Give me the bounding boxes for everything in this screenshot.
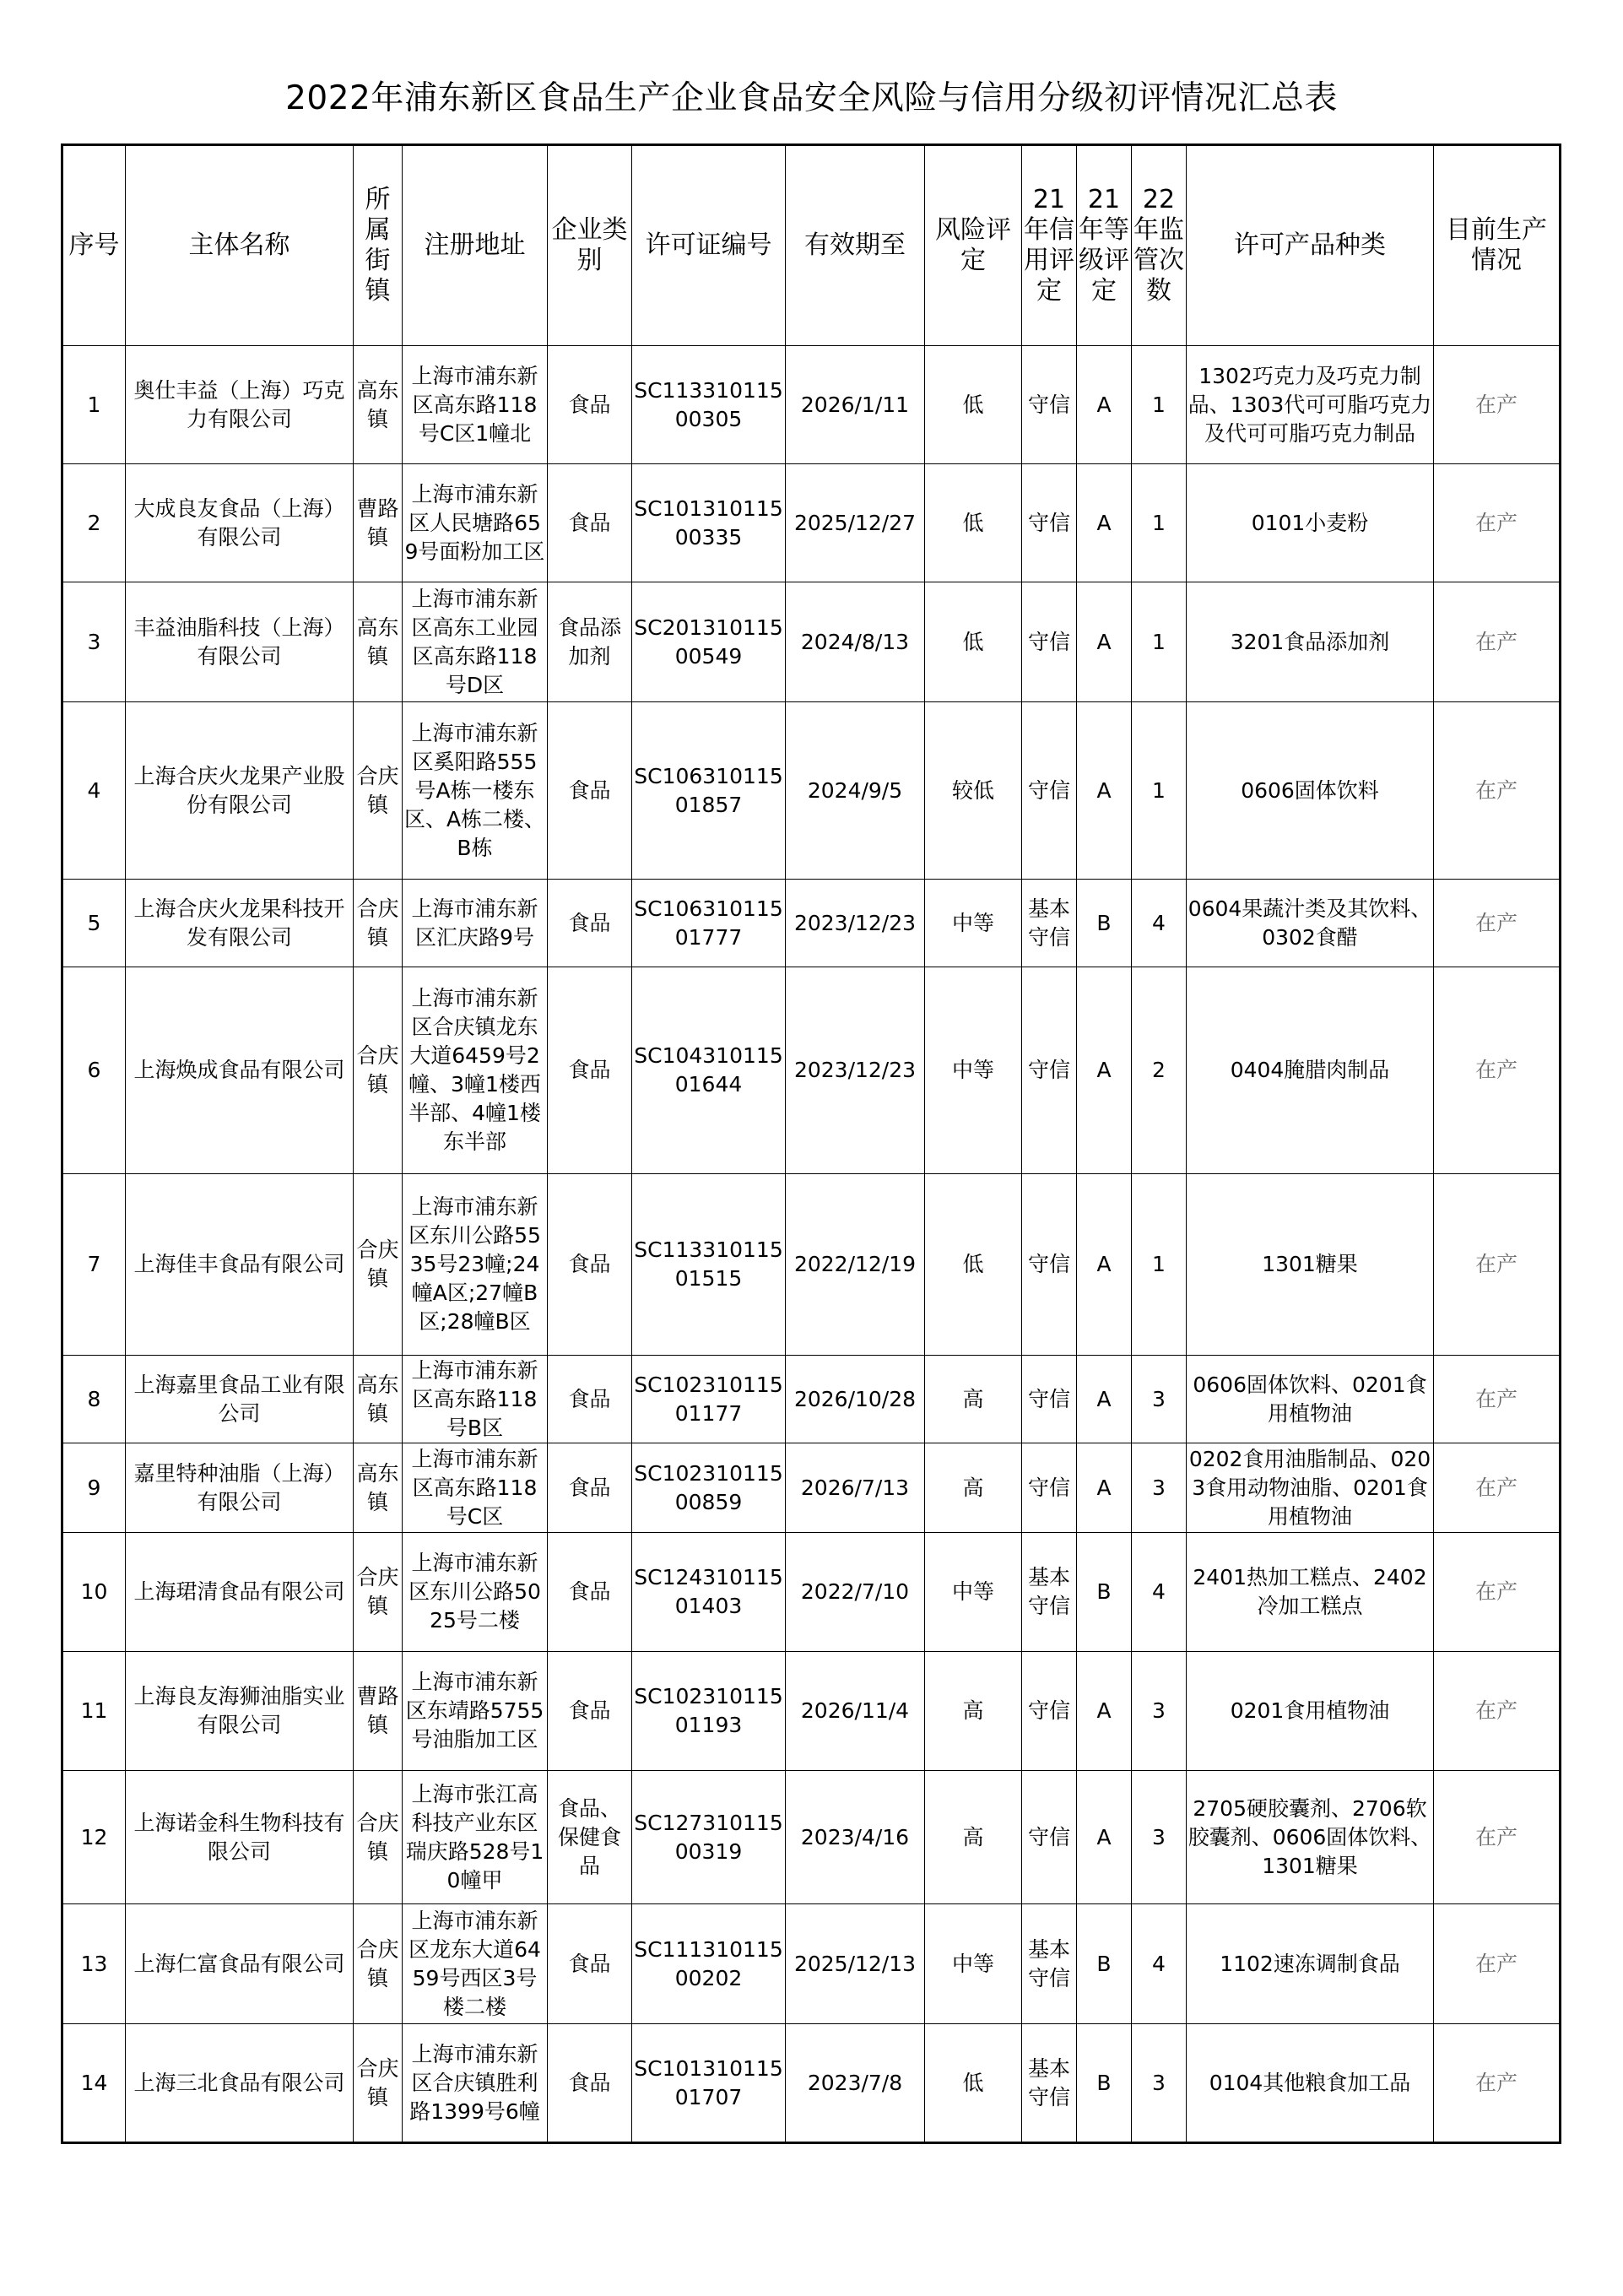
header-grade: 21年等级评定 <box>1077 145 1132 346</box>
cell-name: 丰益油脂科技（上海）有限公司 <box>126 582 354 702</box>
cell-category: 食品 <box>548 1904 632 2024</box>
cell-index: 8 <box>62 1356 126 1443</box>
cell-inspections: 1 <box>1132 346 1187 464</box>
header-credit: 21年信用评定 <box>1022 145 1077 346</box>
cell-products: 0606固体饮料、0201食用植物油 <box>1187 1356 1434 1443</box>
cell-index: 3 <box>62 582 126 702</box>
cell-grade: A <box>1077 1652 1132 1771</box>
cell-credit: 基本守信 <box>1022 880 1077 967</box>
cell-status: 在产 <box>1434 1533 1561 1652</box>
header-status: 目前生产情况 <box>1434 145 1561 346</box>
cell-town: 曹路镇 <box>354 1652 403 1771</box>
cell-name: 大成良友食品（上海）有限公司 <box>126 464 354 582</box>
cell-risk: 中等 <box>925 1904 1022 2024</box>
cell-valid-until: 2026/7/13 <box>786 1443 925 1533</box>
header-index: 序号 <box>62 145 126 346</box>
cell-index: 4 <box>62 702 126 880</box>
table-row <box>62 1174 1561 1356</box>
cell-inspections: 1 <box>1132 702 1187 880</box>
cell-address: 上海市浦东新区东靖路5755号油脂加工区 <box>403 1652 548 1771</box>
cell-valid-until: 2022/12/19 <box>786 1174 925 1356</box>
cell-inspections: 3 <box>1132 2024 1187 2143</box>
cell-address: 上海市浦东新区高东路118号C区 <box>403 1443 548 1533</box>
cell-name: 上海良友海狮油脂实业有限公司 <box>126 1652 354 1771</box>
cell-license: SC10431011501644 <box>632 967 786 1174</box>
cell-products: 3201食品添加剂 <box>1187 582 1434 702</box>
header-risk: 风险评定 <box>925 145 1022 346</box>
cell-category: 食品 <box>548 702 632 880</box>
cell-name: 上海焕成食品有限公司 <box>126 967 354 1174</box>
cell-valid-until: 2023/12/23 <box>786 880 925 967</box>
header-valid-until: 有效期至 <box>786 145 925 346</box>
cell-town: 合庆镇 <box>354 967 403 1174</box>
cell-products: 0101小麦粉 <box>1187 464 1434 582</box>
cell-valid-until: 2026/10/28 <box>786 1356 925 1443</box>
cell-products: 0606固体饮料 <box>1187 702 1434 880</box>
cell-address: 上海市浦东新区奚阳路555号A栋一楼东区、A栋二楼、B栋 <box>403 702 548 880</box>
table-row <box>62 1443 1561 1533</box>
cell-name: 上海三北食品有限公司 <box>126 2024 354 2143</box>
cell-status: 在产 <box>1434 346 1561 464</box>
table-row <box>62 346 1561 464</box>
cell-inspections: 1 <box>1132 582 1187 702</box>
cell-license: SC11131011500202 <box>632 1904 786 2024</box>
cell-risk: 高 <box>925 1443 1022 1533</box>
cell-valid-until: 2023/12/23 <box>786 967 925 1174</box>
cell-valid-until: 2026/1/11 <box>786 346 925 464</box>
cell-products: 1102速冻调制食品 <box>1187 1904 1434 2024</box>
header-name: 主体名称 <box>126 145 354 346</box>
cell-license: SC10231011501193 <box>632 1652 786 1771</box>
header-license: 许可证编号 <box>632 145 786 346</box>
cell-status: 在产 <box>1434 1174 1561 1356</box>
cell-valid-until: 2023/7/8 <box>786 2024 925 2143</box>
cell-credit: 守信 <box>1022 1356 1077 1443</box>
cell-credit: 基本守信 <box>1022 1533 1077 1652</box>
cell-index: 10 <box>62 1533 126 1652</box>
cell-credit: 守信 <box>1022 1443 1077 1533</box>
cell-grade: B <box>1077 880 1132 967</box>
cell-category: 食品 <box>548 1443 632 1533</box>
cell-credit: 守信 <box>1022 346 1077 464</box>
cell-products: 0404腌腊肉制品 <box>1187 967 1434 1174</box>
header-row <box>62 145 1561 346</box>
cell-grade: A <box>1077 582 1132 702</box>
cell-products: 1302巧克力及巧克力制品、1303代可可脂巧克力及代可可脂巧克力制品 <box>1187 346 1434 464</box>
cell-valid-until: 2026/11/4 <box>786 1652 925 1771</box>
cell-risk: 高 <box>925 1652 1022 1771</box>
table-row <box>62 582 1561 702</box>
cell-town: 合庆镇 <box>354 2024 403 2143</box>
cell-town: 高东镇 <box>354 346 403 464</box>
cell-grade: A <box>1077 702 1132 880</box>
cell-license: SC11331011500305 <box>632 346 786 464</box>
cell-category: 食品 <box>548 346 632 464</box>
cell-inspections: 3 <box>1132 1356 1187 1443</box>
cell-index: 9 <box>62 1443 126 1533</box>
table-row <box>62 2024 1561 2143</box>
cell-address: 上海市浦东新区高东路118号B区 <box>403 1356 548 1443</box>
cell-status: 在产 <box>1434 582 1561 702</box>
cell-index: 5 <box>62 880 126 967</box>
cell-credit: 守信 <box>1022 582 1077 702</box>
cell-town: 合庆镇 <box>354 1904 403 2024</box>
cell-address: 上海市浦东新区高东工业园区高东路118号D区 <box>403 582 548 702</box>
cell-address: 上海市浦东新区东川公路5025号二楼 <box>403 1533 548 1652</box>
cell-inspections: 3 <box>1132 1652 1187 1771</box>
cell-category: 食品 <box>548 1652 632 1771</box>
cell-status: 在产 <box>1434 702 1561 880</box>
cell-risk: 中等 <box>925 1533 1022 1652</box>
cell-valid-until: 2025/12/27 <box>786 464 925 582</box>
cell-address: 上海市张江高科技产业东区瑞庆路528号10幢甲 <box>403 1771 548 1904</box>
cell-inspections: 1 <box>1132 1174 1187 1356</box>
cell-status: 在产 <box>1434 880 1561 967</box>
cell-name: 奥仕丰益（上海）巧克力有限公司 <box>126 346 354 464</box>
cell-valid-until: 2024/9/5 <box>786 702 925 880</box>
cell-credit: 守信 <box>1022 967 1077 1174</box>
cell-valid-until: 2023/4/16 <box>786 1771 925 1904</box>
cell-license: SC10631011501777 <box>632 880 786 967</box>
header-town: 所属街镇 <box>354 145 403 346</box>
cell-index: 11 <box>62 1652 126 1771</box>
table-row <box>62 967 1561 1174</box>
header-address: 注册地址 <box>403 145 548 346</box>
cell-status: 在产 <box>1434 1771 1561 1904</box>
summary-table <box>61 144 1561 2144</box>
cell-status: 在产 <box>1434 464 1561 582</box>
table-row <box>62 702 1561 880</box>
cell-name: 上海合庆火龙果产业股份有限公司 <box>126 702 354 880</box>
cell-address: 上海市浦东新区高东路118号C区1幢北 <box>403 346 548 464</box>
cell-license: SC12431011501403 <box>632 1533 786 1652</box>
cell-category: 食品 <box>548 2024 632 2143</box>
cell-status: 在产 <box>1434 1356 1561 1443</box>
cell-category: 食品 <box>548 880 632 967</box>
cell-category: 食品 <box>548 967 632 1174</box>
cell-license: SC10231011500859 <box>632 1443 786 1533</box>
cell-town: 曹路镇 <box>354 464 403 582</box>
cell-name: 上海诺金科生物科技有限公司 <box>126 1771 354 1904</box>
cell-inspections: 2 <box>1132 967 1187 1174</box>
cell-risk: 高 <box>925 1356 1022 1443</box>
cell-name: 上海嘉里食品工业有限公司 <box>126 1356 354 1443</box>
cell-credit: 守信 <box>1022 1771 1077 1904</box>
cell-address: 上海市浦东新区东川公路5535号23幢;24幢A区;27幢B区;28幢B区 <box>403 1174 548 1356</box>
cell-credit: 基本守信 <box>1022 1904 1077 2024</box>
cell-license: SC12731011500319 <box>632 1771 786 1904</box>
cell-license: SC10131011501707 <box>632 2024 786 2143</box>
cell-grade: A <box>1077 464 1132 582</box>
cell-index: 1 <box>62 346 126 464</box>
cell-inspections: 3 <box>1132 1443 1187 1533</box>
table-body <box>62 346 1561 2143</box>
page-title: 2022年浦东新区食品生产企业食品安全风险与信用分级初评情况汇总表 <box>285 79 1338 117</box>
cell-town: 合庆镇 <box>354 1174 403 1356</box>
cell-name: 上海珺清食品有限公司 <box>126 1533 354 1652</box>
cell-index: 7 <box>62 1174 126 1356</box>
cell-category: 食品添加剂 <box>548 582 632 702</box>
cell-status: 在产 <box>1434 1443 1561 1533</box>
cell-town: 合庆镇 <box>354 1533 403 1652</box>
cell-name: 上海合庆火龙果科技开发有限公司 <box>126 880 354 967</box>
cell-valid-until: 2022/7/10 <box>786 1533 925 1652</box>
cell-address: 上海市浦东新区龙东大道6459号西区3号楼二楼 <box>403 1904 548 2024</box>
cell-grade: B <box>1077 2024 1132 2143</box>
cell-products: 1301糖果 <box>1187 1174 1434 1356</box>
cell-risk: 低 <box>925 1174 1022 1356</box>
cell-town: 高东镇 <box>354 582 403 702</box>
cell-category: 食品 <box>548 1533 632 1652</box>
table-row <box>62 464 1561 582</box>
cell-credit: 守信 <box>1022 702 1077 880</box>
cell-name: 嘉里特种油脂（上海）有限公司 <box>126 1443 354 1533</box>
table-row <box>62 880 1561 967</box>
cell-status: 在产 <box>1434 1904 1561 2024</box>
table-row <box>62 1652 1561 1771</box>
cell-status: 在产 <box>1434 2024 1561 2143</box>
cell-risk: 低 <box>925 582 1022 702</box>
cell-products: 0201食用植物油 <box>1187 1652 1434 1771</box>
cell-category: 食品 <box>548 1174 632 1356</box>
cell-grade: A <box>1077 346 1132 464</box>
cell-index: 6 <box>62 967 126 1174</box>
cell-risk: 较低 <box>925 702 1022 880</box>
cell-risk: 高 <box>925 1771 1022 1904</box>
cell-status: 在产 <box>1434 967 1561 1174</box>
header-products: 许可产品种类 <box>1187 145 1434 346</box>
cell-index: 12 <box>62 1771 126 1904</box>
cell-inspections: 4 <box>1132 1904 1187 2024</box>
table-row <box>62 1533 1561 1652</box>
cell-risk: 中等 <box>925 880 1022 967</box>
cell-inspections: 4 <box>1132 1533 1187 1652</box>
cell-index: 2 <box>62 464 126 582</box>
cell-grade: A <box>1077 1174 1132 1356</box>
cell-license: SC10231011501177 <box>632 1356 786 1443</box>
table-row <box>62 1771 1561 1904</box>
header-category: 企业类别 <box>548 145 632 346</box>
cell-inspections: 1 <box>1132 464 1187 582</box>
cell-town: 合庆镇 <box>354 1771 403 1904</box>
cell-index: 14 <box>62 2024 126 2143</box>
cell-town: 合庆镇 <box>354 880 403 967</box>
cell-products: 0202食用油脂制品、0203食用动物油脂、0201食用植物油 <box>1187 1443 1434 1533</box>
cell-risk: 低 <box>925 2024 1022 2143</box>
cell-grade: B <box>1077 1533 1132 1652</box>
cell-category: 食品 <box>548 1356 632 1443</box>
cell-status: 在产 <box>1434 1652 1561 1771</box>
cell-category: 食品 <box>548 464 632 582</box>
cell-license: SC20131011500549 <box>632 582 786 702</box>
cell-address: 上海市浦东新区汇庆路9号 <box>403 880 548 967</box>
cell-credit: 基本守信 <box>1022 2024 1077 2143</box>
cell-risk: 低 <box>925 464 1022 582</box>
cell-products: 0104其他粮食加工品 <box>1187 2024 1434 2143</box>
cell-grade: A <box>1077 967 1132 1174</box>
cell-grade: A <box>1077 1356 1132 1443</box>
cell-valid-until: 2024/8/13 <box>786 582 925 702</box>
cell-grade: A <box>1077 1443 1132 1533</box>
cell-products: 2401热加工糕点、2402冷加工糕点 <box>1187 1533 1434 1652</box>
header-inspections: 22年监管次数 <box>1132 145 1187 346</box>
cell-risk: 低 <box>925 346 1022 464</box>
cell-credit: 守信 <box>1022 1174 1077 1356</box>
cell-inspections: 4 <box>1132 880 1187 967</box>
cell-license: SC10631011501857 <box>632 702 786 880</box>
cell-index: 13 <box>62 1904 126 2024</box>
cell-products: 0604果蔬汁类及其饮料、0302食醋 <box>1187 880 1434 967</box>
cell-license: SC10131011500335 <box>632 464 786 582</box>
cell-address: 上海市浦东新区合庆镇胜利路1399号6幢 <box>403 2024 548 2143</box>
cell-town: 高东镇 <box>354 1356 403 1443</box>
cell-risk: 中等 <box>925 967 1022 1174</box>
cell-inspections: 3 <box>1132 1771 1187 1904</box>
cell-category: 食品、保健食品 <box>548 1771 632 1904</box>
table-row <box>62 1356 1561 1443</box>
cell-town: 高东镇 <box>354 1443 403 1533</box>
cell-license: SC11331011501515 <box>632 1174 786 1356</box>
cell-credit: 守信 <box>1022 1652 1077 1771</box>
cell-name: 上海佳丰食品有限公司 <box>126 1174 354 1356</box>
cell-valid-until: 2025/12/13 <box>786 1904 925 2024</box>
cell-name: 上海仁富食品有限公司 <box>126 1904 354 2024</box>
cell-address: 上海市浦东新区合庆镇龙东大道6459号2幢、3幢1楼西半部、4幢1楼东半部 <box>403 967 548 1174</box>
cell-grade: B <box>1077 1904 1132 2024</box>
cell-credit: 守信 <box>1022 464 1077 582</box>
cell-products: 2705硬胶囊剂、2706软胶囊剂、0606固体饮料、1301糖果 <box>1187 1771 1434 1904</box>
cell-town: 合庆镇 <box>354 702 403 880</box>
cell-grade: A <box>1077 1771 1132 1904</box>
cell-address: 上海市浦东新区人民塘路659号面粉加工区 <box>403 464 548 582</box>
table-row <box>62 1904 1561 2024</box>
